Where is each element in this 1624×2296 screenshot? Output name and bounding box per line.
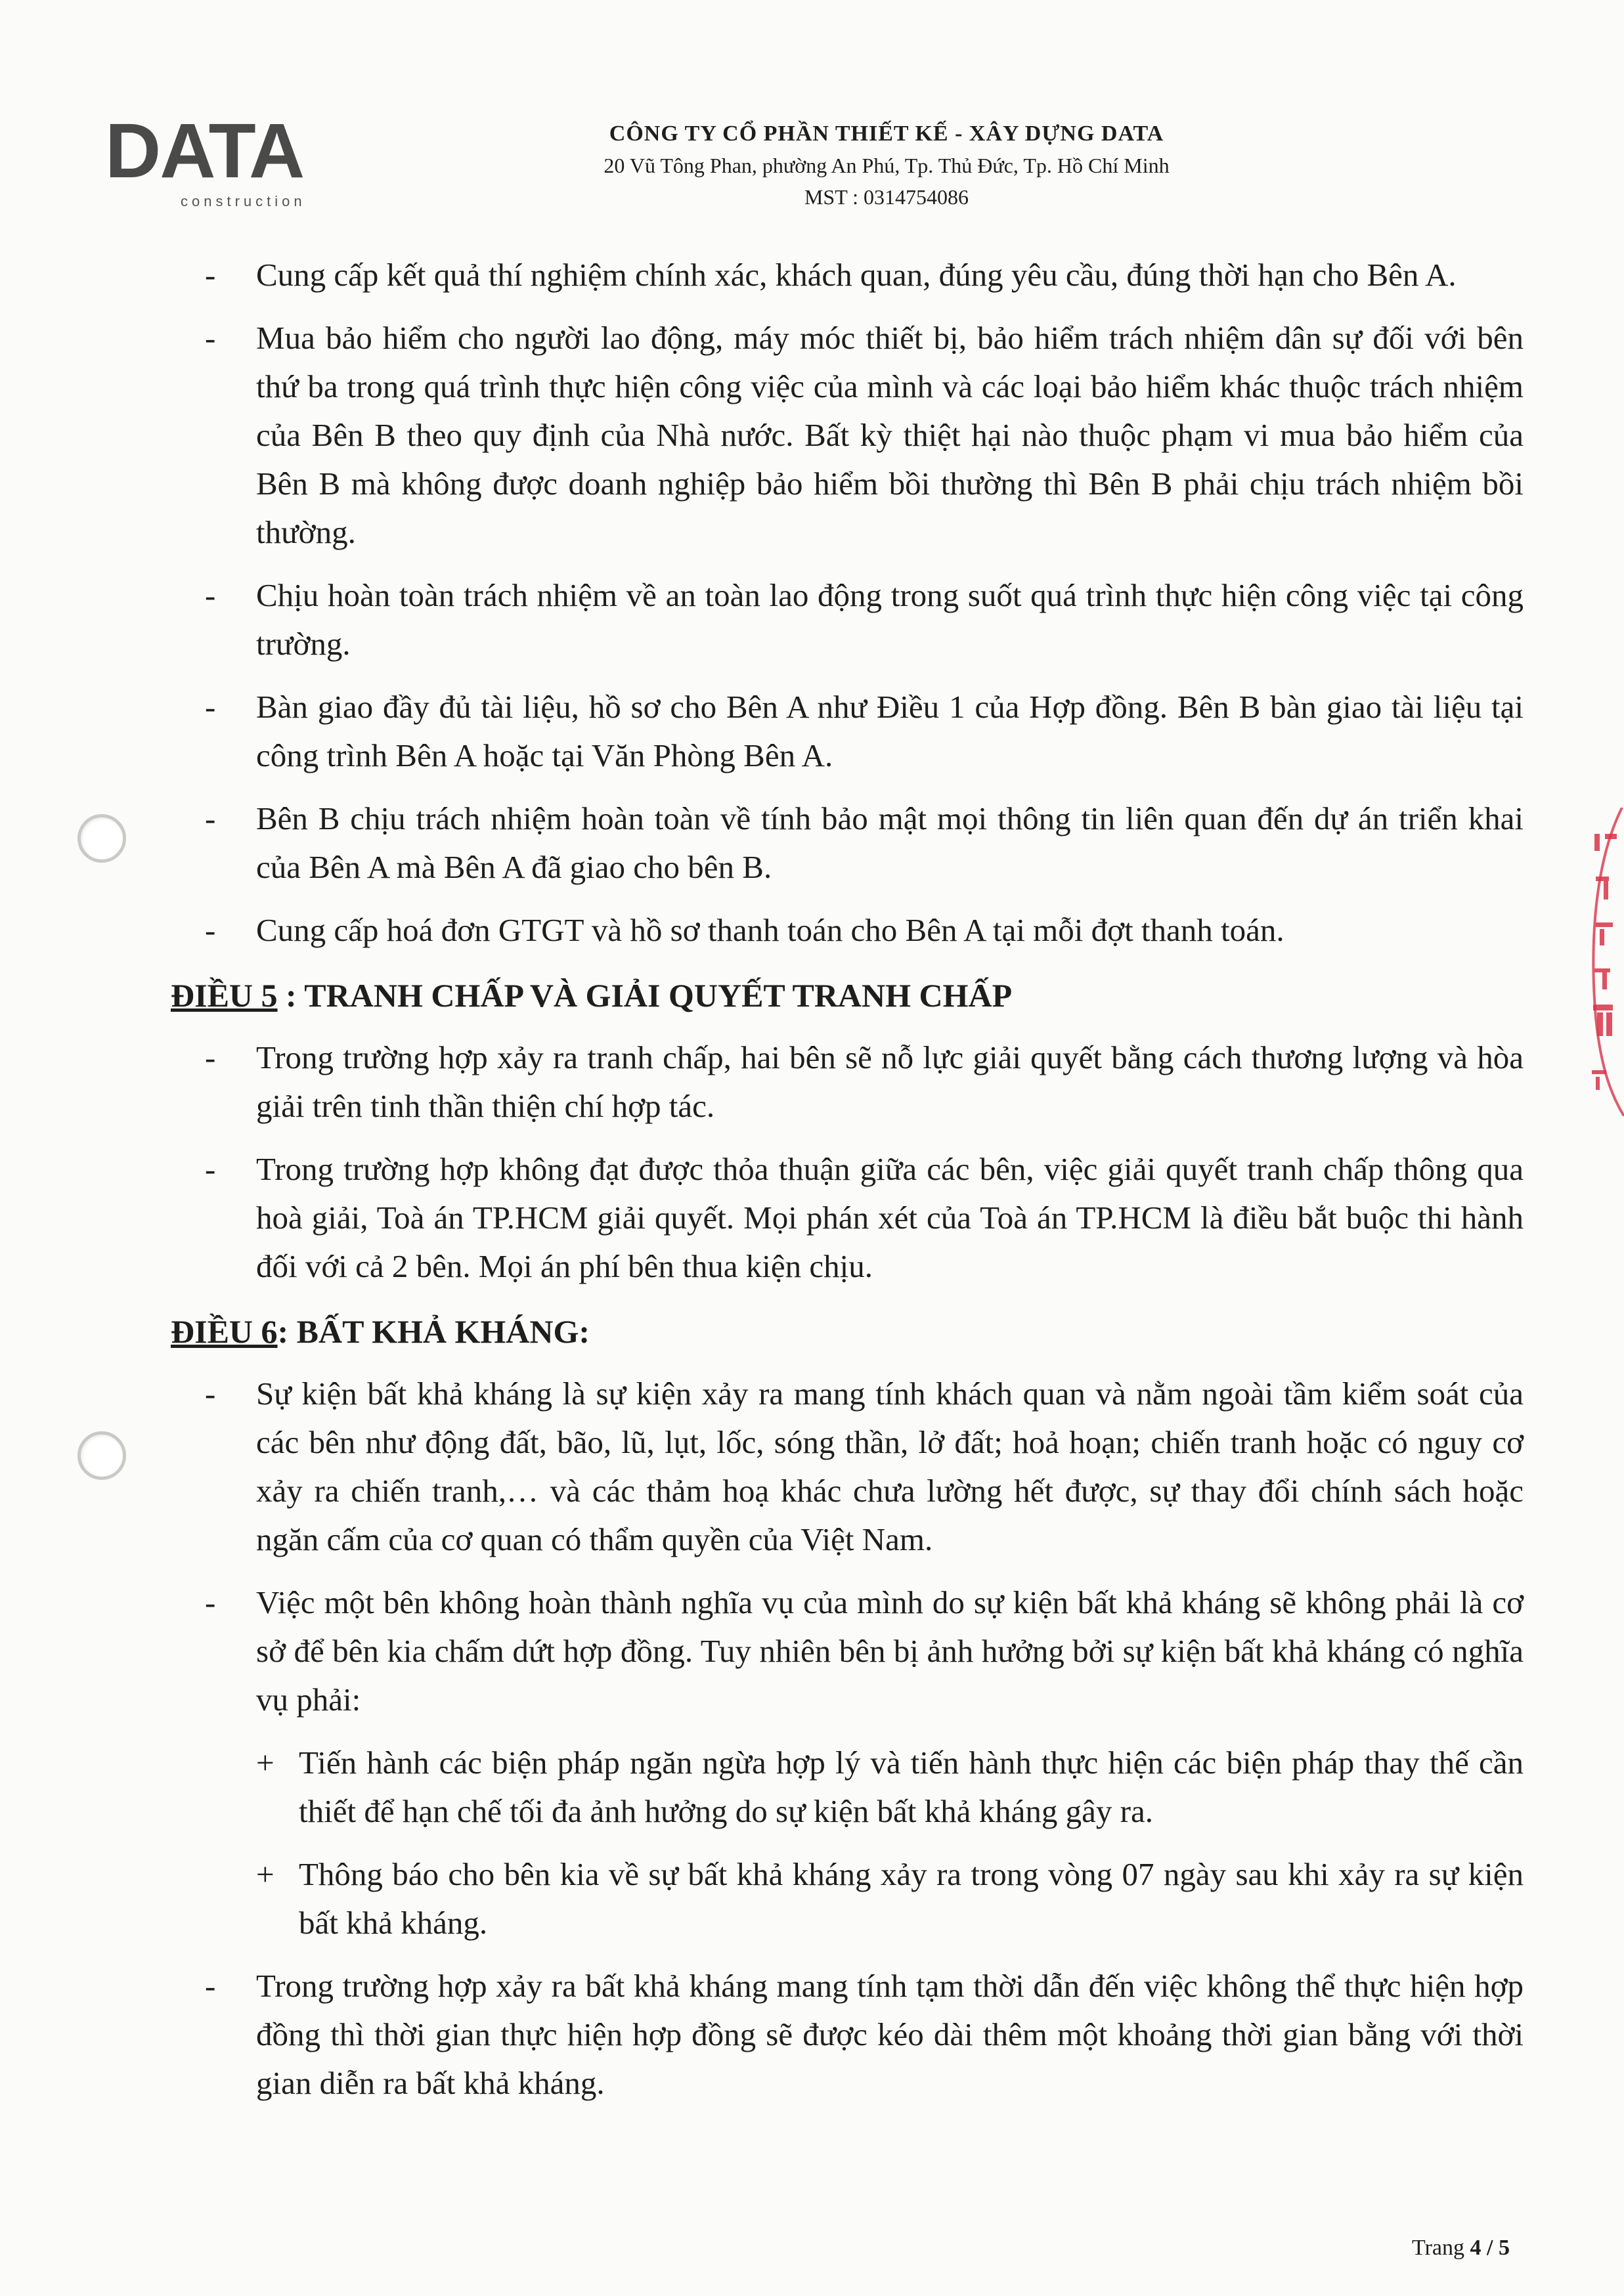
list-item [171,1370,1524,1564]
list-item [171,251,1524,299]
punch-hole [77,814,126,863]
list-item [171,794,1524,892]
list-item [171,1033,1524,1131]
article-6-heading [171,1305,1524,1358]
company-header [525,118,1248,213]
dash-bullet: - [205,1151,216,1187]
article-5-heading [171,969,1524,1022]
list-item [171,1962,1524,2108]
dash-bullet: - [205,320,216,356]
page-number [1412,2236,1510,2261]
list-item-text: Trong trường hợp xảy ra bất khả kháng mang tính tạm thời dẫn đến việc không thể thực hiện hợp đồng thì thời gian thực hiện hợp đồng sẽ được kéo dài thêm một khoảng thời gian bằng với thời gian diễn ra bất khả kháng. [256,1968,1524,2101]
dash-bullet: - [205,577,216,613]
list-item-text: Bên B chịu trách nhiệm hoàn toàn về tính bảo mật mọi thông tin liên quan đến dự án triển khai của Bên A mà Bên A đã giao cho bên B. [256,800,1524,885]
list-item-text: Cung cấp hoá đơn GTGT và hồ sơ thanh toán cho Bên A tại mỗi đợt thanh toán. [256,912,1284,948]
list-item [171,683,1524,780]
dash-bullet: - [205,257,216,293]
company-tax-code: MST : 0314754086 [804,185,969,209]
article-5-title: : TRANH CHẤP VÀ GIẢI QUYẾT TRANH CHẤP [277,977,1013,1014]
dash-bullet: - [205,689,216,725]
company-name: CÔNG TY CỔ PHẦN THIẾT KẾ - XÂY DỰNG DATA [609,121,1164,146]
sub-list-item-text: Thông báo cho bên kia về sự bất khả kháng xảy ra trong vòng 07 ngày sau khi xảy ra sự kiện bất khả kháng. [299,1856,1524,1941]
list-item [171,571,1524,668]
sub-list-item-text: Tiến hành các biện pháp ngăn ngừa hợp lý và tiến hành thực hiện các biện pháp thay thế cần thiết để hạn chế tối đa ảnh hưởng do sự kiện bất khả kháng gây ra. [299,1744,1524,1829]
list-item-text: Mua bảo hiểm cho người lao động, máy móc thiết bị, bảo hiểm trách nhiệm dân sự đối với bên thứ ba trong quá trình thực hiện công việc của mình và các loại bảo hiểm khác thuộc trách nhiệm của Bên B theo quy định của Nhà nước. Bất kỳ thiệt hại nào thuộc phạm vi mua bảo hiểm của Bên B mà không được doanh nghiệp bảo hiểm bồi thường thì Bên B phải chịu trách nhiệm bồi thường. [256,320,1524,550]
company-address: 20 Vũ Tông Phan, phường An Phú, Tp. Thủ Đức, Tp. Hồ Chí Minh [604,154,1170,177]
list-item [171,906,1524,955]
plus-bullet: + [256,1856,274,1892]
dash-bullet: - [205,1968,216,2004]
dash-bullet: - [205,1039,216,1075]
list-item-text: Sự kiện bất khả kháng là sự kiện xảy ra mang tính khách quan và nằm ngoài tầm kiểm soát của các bên như động đất, bão, lũ, lụt, lốc, sóng thần, lở đất; hoả hoạn; chiến tranh hoặc có nguy cơ xảy ra chiến tranh,… và các thảm hoạ khác chưa lường hết được, sự thay đổi chính sách hoặc ngăn cấm của cơ quan có thẩm quyền của Việt Nam. [256,1375,1524,1557]
logo-subtext: construction [181,193,306,209]
punch-hole [77,1431,126,1480]
seal-stamp-graphic [1576,808,1624,1116]
list-item [171,314,1524,557]
plus-bullet: + [256,1744,274,1781]
list-item-text: Chịu hoàn toàn trách nhiệm về an toàn lao động trong suốt quá trình thực hiện công việc tại công trường. [256,577,1524,662]
dash-bullet: - [205,1375,216,1412]
sub-list-item [171,1739,1524,1836]
logo-wordmark: DATA [105,108,304,194]
list-item-text: Trong trường hợp xảy ra tranh chấp, hai bên sẽ nỗ lực giải quyết bằng cách thương lượng và hòa giải trên tinh thần thiện chí hợp tác. [256,1039,1524,1124]
dash-bullet: - [205,1584,216,1620]
list-item [171,1145,1524,1291]
red-seal-stamp-edge [1576,808,1624,1116]
article-6-label: ĐIỀU 6 [171,1313,278,1350]
page-label: Trang [1412,2236,1470,2260]
article-6-title: : BẤT KHẢ KHÁNG: [277,1313,590,1350]
article-5-label: ĐIỀU 5 [171,977,278,1014]
sub-list-item [171,1850,1524,1947]
company-logo [105,108,322,217]
list-item [171,1578,1524,1724]
page-number-value: 4 / 5 [1470,2236,1510,2260]
document-body [171,251,1524,2122]
list-item-text: Cung cấp kết quả thí nghiệm chính xác, khách quan, đúng yêu cầu, đúng thời hạn cho Bên A. [256,257,1457,293]
dash-bullet: - [205,912,216,948]
list-item-text: Trong trường hợp không đạt được thỏa thuận giữa các bên, việc giải quyết tranh chấp thông qua hoà giải, Toà án TP.HCM giải quyết. Mọi phán xét của Toà án TP.HCM là điều bắt buộc thi hành đối với cả 2 bên. Mọi án phí bên thua kiện chịu. [256,1151,1524,1284]
dash-bullet: - [205,800,216,836]
list-item-text: Việc một bên không hoàn thành nghĩa vụ của mình do sự kiện bất khả kháng sẽ không phải là cơ sở để bên kia chấm dứt hợp đồng. Tuy nhiên bên bị ảnh hưởng bởi sự kiện bất khả kháng có nghĩa vụ phải: [256,1584,1524,1718]
list-item-text: Bàn giao đầy đủ tài liệu, hồ sơ cho Bên A như Điều 1 của Hợp đồng. Bên B bàn giao tài liệu tại công trình Bên A hoặc tại Văn Phòng Bên A. [256,689,1524,773]
